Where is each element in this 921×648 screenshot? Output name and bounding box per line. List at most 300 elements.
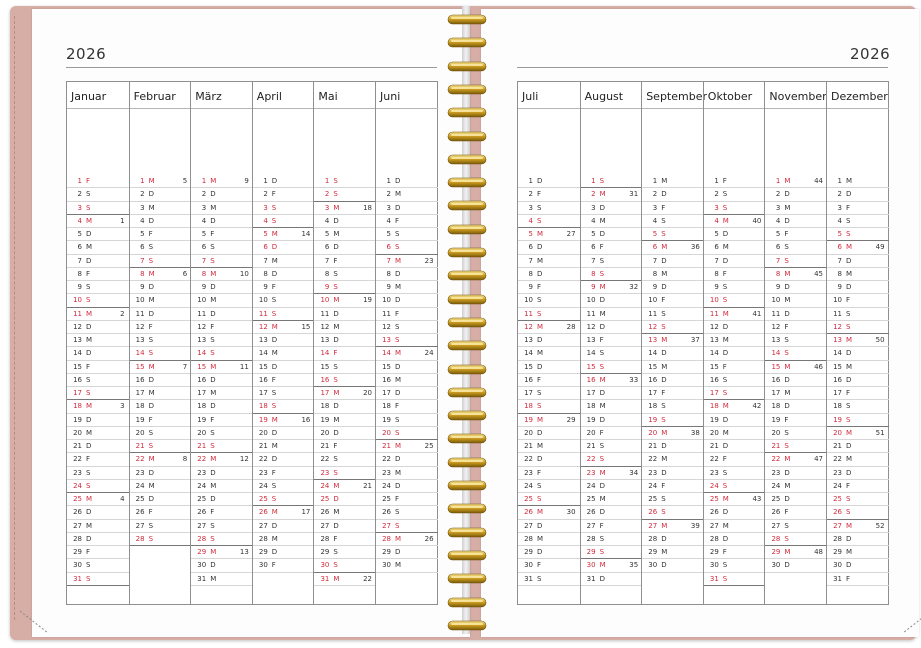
day-row: [827, 374, 889, 387]
day-number: 21: [771, 442, 781, 450]
day-row: [191, 387, 253, 400]
weekday-letter: D: [784, 375, 790, 384]
day-row: [581, 255, 643, 268]
weekday-letter: M: [599, 402, 606, 411]
weekday-letter: M: [537, 322, 544, 331]
spiral-ring: [447, 14, 487, 25]
weekday-letter: M: [395, 375, 402, 384]
day-number: 2: [775, 190, 781, 199]
day-number: 22: [709, 455, 719, 464]
day-number: 13: [320, 336, 330, 344]
weekday-letter: M: [599, 309, 606, 318]
day-number: 31: [320, 574, 330, 583]
weekday-letter: F: [86, 548, 91, 556]
day-row: [765, 559, 827, 572]
day-number: 21: [524, 442, 533, 450]
week-number: 50: [875, 336, 885, 344]
weekday-letter: S: [148, 534, 154, 543]
weekday-letter: D: [333, 428, 339, 437]
day-row: [67, 188, 129, 201]
day-number: 24: [648, 481, 658, 490]
weekday-letter: M: [846, 336, 853, 344]
weekday-letter: D: [86, 415, 92, 424]
day-number: 14: [382, 349, 391, 358]
day-row: [704, 467, 766, 480]
day-row: [191, 321, 253, 334]
day-number: 22: [586, 455, 596, 464]
weekday-letter: F: [86, 269, 91, 278]
day-number: 12: [586, 322, 596, 331]
weekday-letter: D: [784, 561, 790, 570]
day-number: 6: [263, 243, 268, 252]
day-row: [518, 188, 580, 201]
day-number: 18: [771, 402, 781, 411]
day-number: 3: [714, 203, 719, 212]
spiral-ring: [447, 200, 487, 211]
day-row: [765, 202, 827, 215]
day-number: 3: [140, 203, 145, 212]
day-row: [765, 414, 827, 427]
day-number: 13: [709, 336, 719, 344]
week-number: 8: [182, 455, 188, 464]
day-number: 1: [528, 177, 533, 185]
day-number: 27: [73, 521, 82, 530]
day-row: [704, 453, 766, 466]
month-header-divider: [67, 108, 129, 109]
day-row: [642, 294, 704, 307]
day-number: 13: [524, 336, 533, 344]
day-number: 1: [201, 177, 207, 185]
day-number: 26: [771, 508, 781, 517]
day-number: 27: [258, 521, 268, 530]
day-number: 23: [648, 468, 658, 477]
day-number: 7: [201, 256, 207, 265]
weekday-letter: M: [537, 508, 544, 517]
day-row: [130, 440, 192, 453]
day-row: [704, 281, 766, 294]
day-row: [253, 255, 315, 268]
day-number: 29: [197, 548, 207, 556]
day-row: [253, 321, 315, 334]
weekday-letter: D: [537, 548, 543, 556]
day-row: [376, 427, 438, 440]
day-number: 3: [591, 203, 596, 212]
weekday-letter: F: [784, 322, 789, 331]
weekday-letter: D: [599, 481, 605, 490]
day-number: 7: [528, 256, 533, 265]
weekday-letter: D: [537, 177, 543, 185]
weekday-letter: S: [661, 309, 666, 318]
day-row: [581, 294, 643, 307]
day-row: [314, 440, 376, 453]
day-row: [642, 188, 704, 201]
weekday-letter: S: [784, 243, 789, 252]
weekday-letter: S: [846, 495, 851, 503]
weekday-letter: F: [722, 455, 727, 464]
day-number: 29: [709, 548, 719, 556]
weekday-letter: S: [86, 574, 91, 583]
day-row: [130, 255, 192, 268]
day-number: 20: [648, 428, 658, 437]
day-number: 25: [320, 495, 330, 503]
day-number: 29: [648, 548, 658, 556]
day-row: [827, 255, 889, 268]
day-row: [314, 493, 376, 506]
day-number: 22: [648, 455, 658, 464]
day-row: [376, 202, 438, 215]
day-number: 3: [324, 203, 330, 212]
day-row: [642, 374, 704, 387]
day-row: [376, 467, 438, 480]
day-row: [518, 546, 580, 559]
day-row: [518, 321, 580, 334]
day-number: 15: [258, 362, 268, 371]
weekday-letter: F: [846, 481, 851, 490]
weekday-letter: D: [846, 442, 852, 450]
day-row: [67, 321, 129, 334]
weekday-letter: F: [210, 230, 215, 238]
day-row: [581, 228, 643, 241]
day-row: [191, 281, 253, 294]
day-row: [642, 268, 704, 281]
weekday-letter: S: [333, 561, 338, 570]
day-row: [765, 215, 827, 228]
weekday-letter: M: [661, 243, 668, 252]
day-row: [827, 175, 889, 188]
week-number: 14: [301, 230, 311, 238]
day-row: [314, 559, 376, 572]
day-number: 30: [709, 561, 719, 570]
weekday-letter: D: [210, 495, 216, 503]
day-number: 16: [73, 375, 82, 384]
day-row: [67, 202, 129, 215]
day-row: [67, 440, 129, 453]
day-number: 11: [135, 309, 145, 318]
day-row: [130, 321, 192, 334]
week-number: 13: [239, 548, 249, 556]
weekday-letter: D: [661, 534, 667, 543]
day-row: [704, 573, 766, 586]
weekday-letter: D: [846, 283, 852, 291]
weekday-letter: M: [271, 415, 278, 424]
day-row: [376, 546, 438, 559]
day-row: [827, 520, 889, 533]
day-row: [253, 175, 315, 188]
day-row: [642, 308, 704, 321]
weekday-letter: S: [210, 349, 215, 358]
day-row: [191, 308, 253, 321]
day-row: [765, 347, 827, 360]
day-row: [191, 334, 253, 347]
day-row: [642, 506, 704, 519]
day-number: 11: [197, 309, 207, 318]
day-number: 2: [140, 190, 145, 199]
day-number: 25: [771, 495, 781, 503]
weekday-letter: M: [86, 336, 93, 344]
day-number: 18: [833, 402, 842, 411]
day-number: 28: [197, 534, 207, 543]
weekday-letter: M: [210, 389, 217, 397]
weekday-letter: M: [271, 442, 278, 450]
weekday-letter: S: [333, 269, 338, 278]
weekday-letter: F: [846, 389, 851, 397]
month-column: [67, 82, 129, 604]
day-row: [642, 241, 704, 254]
day-number: 3: [652, 203, 658, 212]
day-row: [191, 215, 253, 228]
day-row: [253, 414, 315, 427]
week-number: 11: [239, 362, 249, 371]
day-number: 19: [648, 415, 658, 424]
day-row: [191, 427, 253, 440]
day-number: 28: [73, 534, 82, 543]
weekday-letter: F: [537, 468, 542, 477]
day-row: [827, 268, 889, 281]
weekday-letter: D: [333, 402, 339, 411]
weekday-letter: S: [148, 442, 154, 450]
weekday-letter: F: [210, 415, 215, 424]
day-row: [253, 215, 315, 228]
day-number: 6: [591, 243, 596, 252]
weekday-letter: F: [537, 561, 542, 570]
day-row: [130, 361, 192, 374]
day-number: 10: [709, 296, 719, 305]
day-row: [130, 493, 192, 506]
weekday-letter: D: [148, 283, 154, 291]
weekday-letter: D: [333, 495, 339, 503]
weekday-letter: M: [537, 256, 544, 265]
day-row: [314, 520, 376, 533]
weekday-letter: M: [395, 534, 402, 543]
day-row: [827, 573, 889, 586]
day-row: [130, 294, 192, 307]
weekday-letter: M: [333, 574, 340, 583]
weekday-letter: M: [210, 548, 217, 556]
day-row: [581, 188, 643, 201]
day-number: 6: [324, 243, 330, 252]
day-row: [253, 188, 315, 201]
day-number: 13: [135, 336, 145, 344]
day-number: 20: [320, 428, 330, 437]
weekday-letter: S: [846, 216, 851, 225]
day-number: 5: [714, 230, 719, 238]
day-row: [191, 453, 253, 466]
weekday-letter: M: [148, 296, 155, 305]
month-column: [518, 82, 580, 604]
day-number: 23: [320, 468, 330, 477]
weekday-letter: D: [784, 402, 790, 411]
month-name: Oktober: [707, 90, 753, 103]
day-number: 17: [197, 389, 207, 397]
day-row: [827, 480, 889, 493]
weekday-letter: M: [846, 548, 853, 556]
month-column: [375, 82, 438, 604]
weekday-letter: S: [333, 455, 338, 464]
month-header-divider: [518, 108, 580, 109]
day-number: 2: [714, 190, 719, 199]
day-row: [376, 480, 438, 493]
weekday-letter: F: [148, 508, 153, 517]
weekday-letter: D: [271, 177, 278, 185]
weekday-letter: S: [333, 190, 338, 199]
day-number: 24: [709, 481, 719, 490]
month-header-divider: [376, 108, 438, 109]
day-row: [67, 400, 129, 413]
day-row: [642, 427, 704, 440]
weekday-letter: M: [661, 362, 668, 371]
day-row: [827, 506, 889, 519]
day-number: 17: [586, 389, 596, 397]
day-row: [518, 520, 580, 533]
day-number: 21: [833, 442, 842, 450]
day-number: 16: [771, 375, 781, 384]
week-number: 48: [814, 548, 823, 556]
weekday-letter: S: [86, 468, 91, 477]
week-number: 18: [363, 203, 372, 212]
weekday-letter: F: [333, 256, 338, 265]
week-number: 17: [301, 508, 311, 517]
day-number: 16: [258, 375, 268, 384]
left-page: [32, 9, 470, 637]
day-row: [518, 559, 580, 572]
weekday-letter: D: [599, 389, 605, 397]
weekday-letter: M: [210, 296, 217, 305]
day-row: [827, 427, 889, 440]
weekday-letter: S: [210, 336, 215, 344]
weekday-letter: M: [148, 455, 155, 464]
day-row: [130, 414, 192, 427]
day-number: 17: [833, 389, 842, 397]
weekday-letter: M: [661, 548, 668, 556]
weekday-letter: D: [395, 203, 401, 212]
day-number: 3: [201, 203, 207, 212]
day-number: 5: [775, 230, 781, 238]
day-row: [765, 520, 827, 533]
day-row: [581, 546, 643, 559]
day-row: [518, 215, 580, 228]
day-row: [518, 400, 580, 413]
month-column: [313, 82, 376, 604]
day-number: 11: [709, 309, 719, 318]
day-row: [518, 427, 580, 440]
weekday-letter: M: [784, 389, 791, 397]
weekday-letter: S: [537, 495, 542, 503]
weekday-letter: S: [271, 309, 277, 318]
day-row: [765, 228, 827, 241]
week-number: 9: [244, 177, 249, 185]
day-row: [130, 347, 192, 360]
day-row: [67, 175, 129, 188]
day-number: 19: [382, 415, 391, 424]
weekday-letter: D: [210, 309, 216, 318]
day-number: 6: [77, 243, 82, 252]
day-number: 27: [833, 521, 842, 530]
day-number: 13: [73, 336, 82, 344]
day-number: 18: [709, 402, 719, 411]
day-row: [67, 241, 129, 254]
weekday-letter: S: [86, 481, 91, 490]
month-column: [129, 82, 192, 604]
day-number: 19: [73, 415, 82, 424]
weekday-letter: S: [537, 216, 542, 225]
day-number: 14: [197, 349, 207, 358]
weekday-letter: S: [846, 402, 851, 411]
day-number: 15: [709, 362, 719, 371]
weekday-letter: D: [661, 561, 667, 570]
day-row: [191, 374, 253, 387]
weekday-letter: S: [537, 309, 542, 318]
day-number: 30: [73, 561, 82, 570]
day-row: [827, 215, 889, 228]
weekday-letter: M: [395, 561, 402, 570]
day-number: 21: [320, 442, 330, 450]
day-row: [376, 334, 438, 347]
spiral-ring: [447, 433, 487, 444]
weekday-letter: S: [148, 336, 154, 344]
day-row: [581, 374, 643, 387]
weekday-letter: M: [86, 309, 93, 318]
day-row: [581, 241, 643, 254]
weekday-letter: M: [661, 455, 668, 464]
weekday-letter: D: [661, 190, 667, 199]
day-number: 4: [324, 216, 330, 225]
weekday-letter: D: [661, 468, 667, 477]
spiral-ring: [447, 620, 487, 631]
weekday-letter: S: [395, 521, 400, 530]
weekday-letter: D: [537, 521, 543, 530]
day-number: 1: [775, 177, 781, 185]
day-number: 24: [258, 481, 268, 490]
day-number: 4: [775, 216, 781, 225]
day-number: 12: [197, 322, 207, 331]
day-number: 14: [709, 349, 719, 358]
weekday-letter: S: [722, 574, 728, 583]
day-row: [67, 387, 129, 400]
day-row: [642, 480, 704, 493]
weekday-letter: M: [537, 534, 544, 543]
day-row: [314, 334, 376, 347]
week-number: 44: [814, 177, 823, 185]
day-number: 9: [324, 283, 330, 291]
day-number: 29: [586, 548, 596, 556]
year-underline-right: [517, 67, 888, 68]
day-number: 31: [833, 574, 842, 583]
day-number: 29: [382, 548, 391, 556]
day-row: [376, 387, 438, 400]
weekday-letter: S: [86, 283, 91, 291]
page-corner-left: [20, 607, 60, 633]
spiral-binding: [447, 6, 487, 638]
day-row: [130, 427, 192, 440]
day-row: [704, 414, 766, 427]
day-number: 7: [775, 256, 781, 265]
day-row: [581, 427, 643, 440]
day-row: [253, 281, 315, 294]
day-row: [642, 361, 704, 374]
day-row: [191, 361, 253, 374]
weekday-letter: S: [395, 415, 400, 424]
day-row: [704, 202, 766, 215]
day-number: 28: [586, 534, 596, 543]
weekday-letter: M: [86, 402, 93, 411]
day-row: [581, 202, 643, 215]
spiral-ring: [447, 550, 487, 561]
day-row: [765, 533, 827, 546]
day-row: [581, 387, 643, 400]
day-row: [518, 453, 580, 466]
day-row: [314, 281, 376, 294]
weekday-letter: S: [86, 375, 91, 384]
